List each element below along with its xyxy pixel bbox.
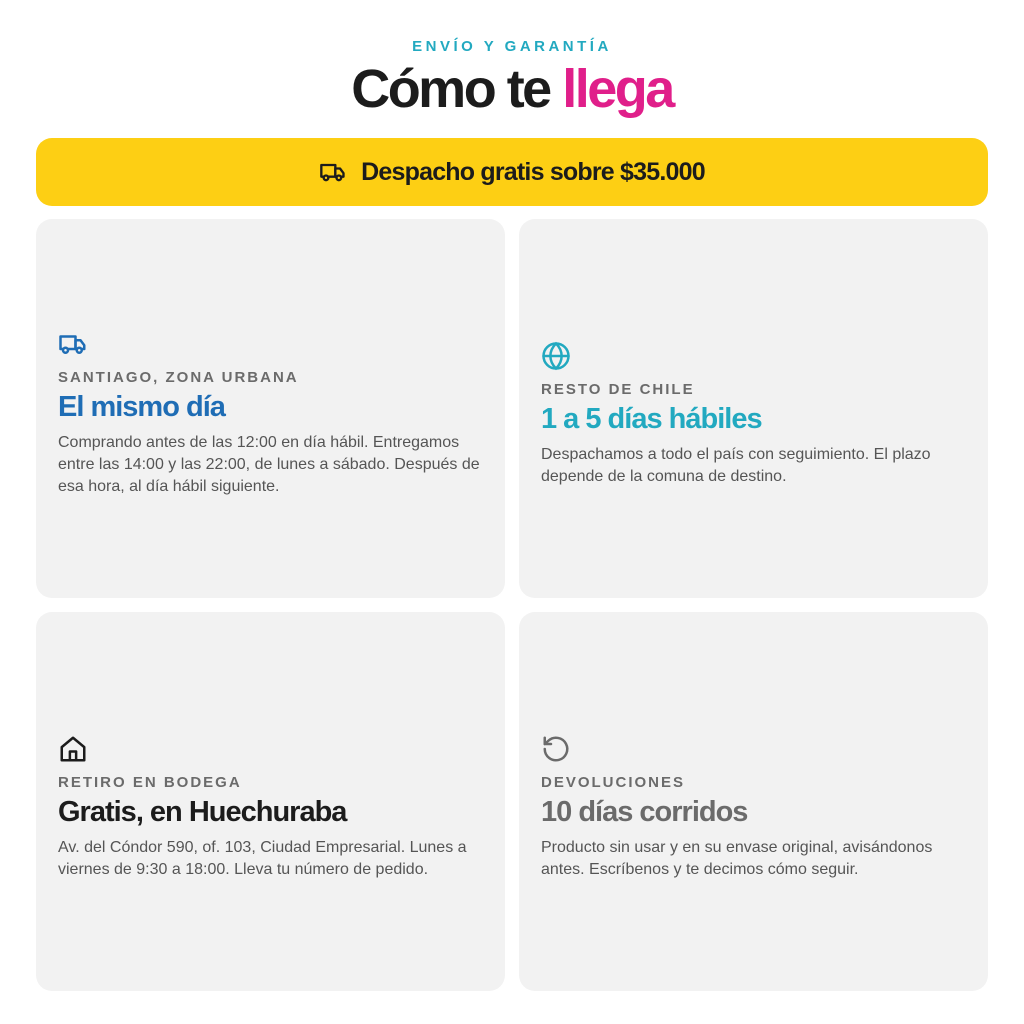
card-body: Comprando antes de las 12:00 en día hábil. Entregamos entre las 14:00 y las 22:00, de lunes a sábado. Después de esa hora, al día hábil siguiente. — [58, 434, 480, 495]
card-headline: El mismo día — [58, 391, 225, 423]
card-label: RESTO DE CHILE — [541, 381, 695, 398]
rotate-ccw-icon — [541, 734, 571, 764]
card-body: Producto sin usar y en su envase original, avisándonos antes. Escríbenos y te decimos cómo seguir. — [541, 839, 933, 878]
title-accent: llega — [562, 59, 673, 119]
card-headline: 1 a 5 días hábiles — [541, 403, 762, 435]
card-warehouse-pickup — [36, 612, 505, 991]
card-rest-of-chile — [519, 219, 988, 598]
card-headline: 10 días corridos — [541, 796, 748, 828]
truck-icon — [319, 158, 347, 186]
globe-icon — [541, 341, 571, 371]
page-title — [0, 58, 1024, 120]
card-label: SANTIAGO, ZONA URBANA — [58, 369, 299, 386]
card-same-day — [36, 219, 505, 598]
truck-icon — [58, 329, 88, 359]
card-headline: Gratis, en Huechuraba — [58, 796, 347, 828]
card-body: Av. del Cóndor 590, of. 103, Ciudad Empresarial. Lunes a viernes de 9:30 a 18:00. Lleva tu número de pedido. — [58, 839, 467, 878]
home-icon — [58, 734, 88, 764]
card-label: RETIRO EN BODEGA — [58, 774, 242, 791]
banner-text: Despacho gratis sobre $35.000 — [361, 157, 705, 186]
title-main: Cómo te — [351, 59, 563, 119]
card-returns — [519, 612, 988, 991]
card-label: DEVOLUCIONES — [541, 774, 686, 791]
section-eyebrow: ENVÍO Y GARANTÍA — [412, 38, 612, 55]
free-shipping-banner — [36, 138, 988, 206]
card-body: Despachamos a todo el país con seguimiento. El plazo depende de la comuna de destino. — [541, 446, 931, 485]
